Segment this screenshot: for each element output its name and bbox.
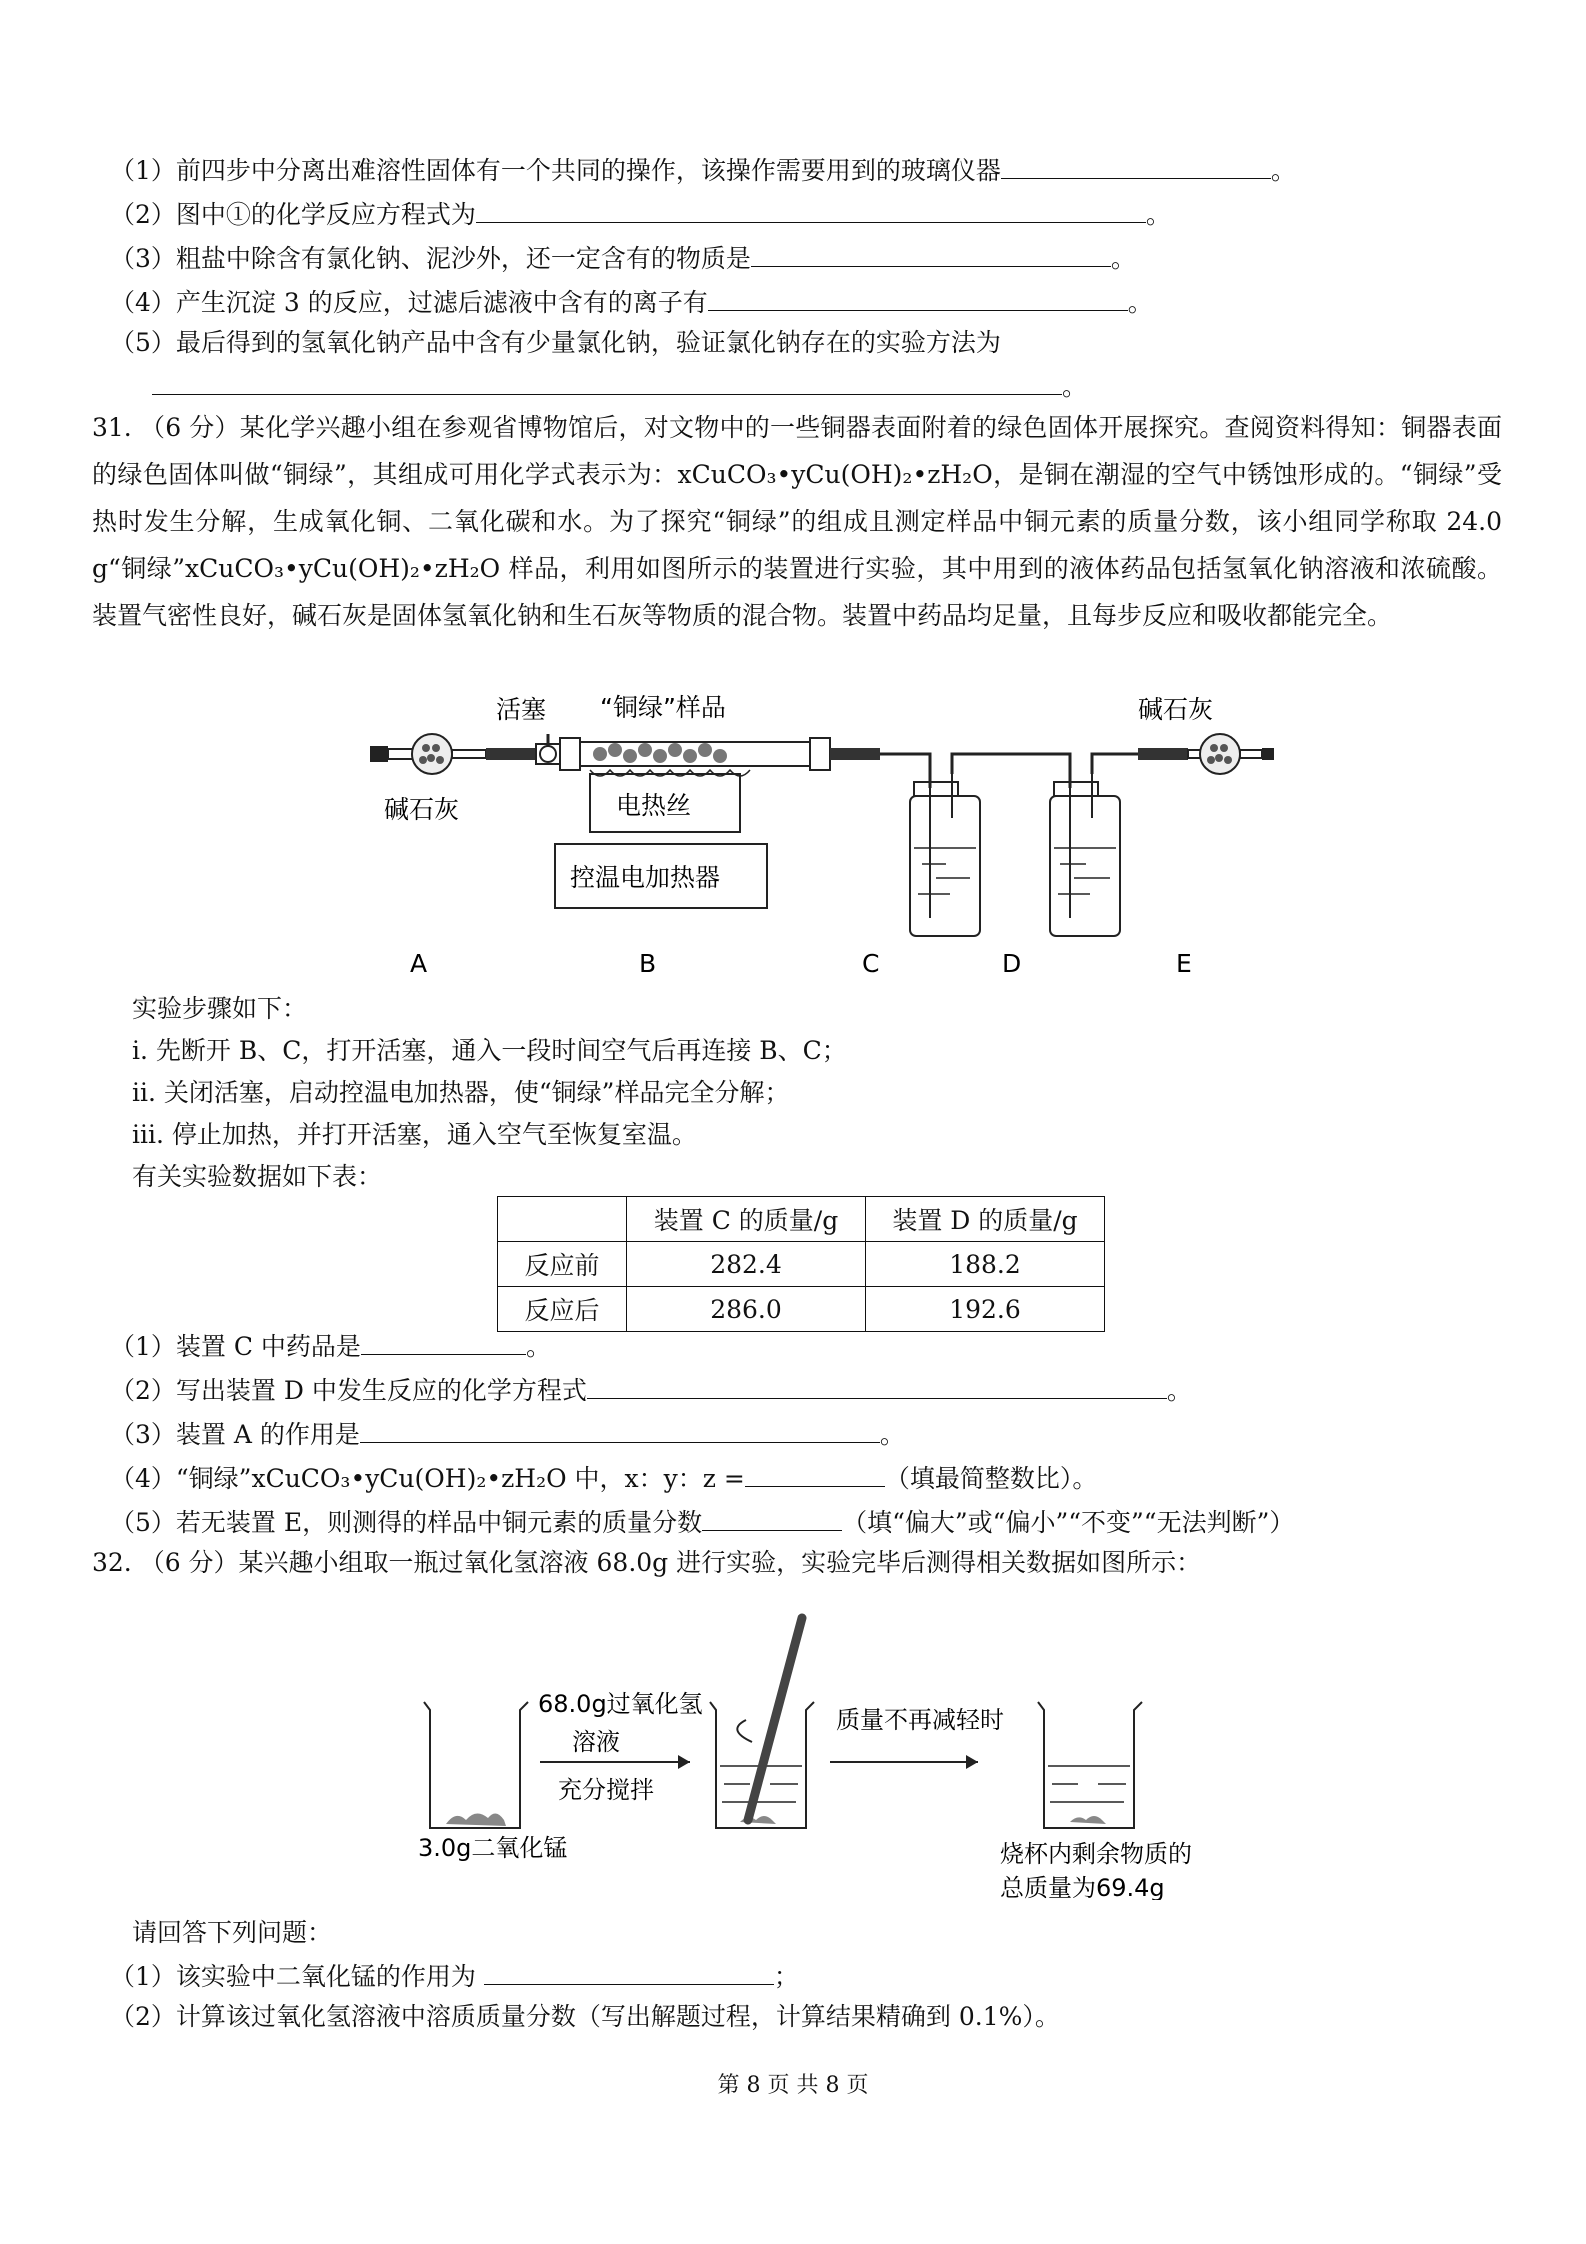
q30-item-5-answer-line: 。 [152, 368, 1087, 404]
label-mno2: 3.0g二氧化锰 [418, 1834, 568, 1862]
table-cell: 282.4 [627, 1242, 866, 1287]
table-row [498, 1242, 1105, 1287]
step-1: ⅰ. 先断开 B、C，打开活塞，通入一段时间空气后再连接 B、C； [132, 1036, 847, 1065]
label-sample: “铜绿”样品 [600, 693, 726, 722]
label-h2o2-line1: 68.0g过氧化氢 [538, 1690, 703, 1718]
table-header-cell: 装置 D 的质量/g [866, 1197, 1105, 1242]
label-soda-lime-right: 碱石灰 [1138, 695, 1214, 724]
label-heater: 控温电加热器 [570, 863, 721, 892]
label-a: A [410, 949, 428, 978]
table-title: 有关实验数据如下表： [132, 1162, 383, 1191]
table-header-row [498, 1197, 1105, 1242]
drying-tube-a [370, 734, 486, 774]
q32-intro: 32. （6 分）某兴趣小组取一瓶过氧化氢溶液 68.0g 进行实验，实验完毕后测得相关数据如图所示： [92, 1548, 1202, 1577]
label-d: D [1002, 949, 1022, 978]
label-e: E [1176, 949, 1192, 978]
label-c: C [862, 949, 880, 978]
q30-item-2: （2）图中①的化学反应方程式为 。 [110, 196, 1171, 232]
label-heating-wire: 电热丝 [616, 791, 692, 820]
q32-item-2: （2）计算该过氧化氢溶液中溶质质量分数（写出解题过程，计算结果精确到 0.1%）。 [110, 2002, 1060, 2031]
q30-item-5: （5）最后得到的氢氧化钠产品中含有少量氯化钠，验证氯化钠存在的实验方法为 [110, 328, 1001, 357]
beaker-reaction [710, 1618, 814, 1828]
beaker-mno2 [424, 1702, 528, 1828]
q31-item-4: （4）“铜绿”xCuCO₃•yCu(OH)₂•zH₂O 中，x：y：z = （填最简整数比）。 [110, 1460, 1097, 1496]
gas-washing-bottle-d [1050, 774, 1120, 936]
q31-item-5: （5）若无装置 E，则测得的样品中铜元素的质量分数 （填“偏大”或“偏小”“不变”“无法判断”） [110, 1504, 1294, 1540]
q31-item-1: （1）装置 C 中药品是 。 [110, 1328, 551, 1364]
table-row [498, 1287, 1105, 1332]
stirring-rod [748, 1618, 802, 1820]
label-arrow2: 质量不再减轻时 [836, 1706, 1004, 1734]
label-result-line1: 烧杯内剩余物质的 [1000, 1840, 1192, 1868]
q31-apparatus-diagram [330, 678, 1280, 978]
arrow-right-icon [678, 1755, 690, 1769]
stir-arrow-icon [737, 1720, 752, 1742]
label-stopcock: 活塞 [496, 695, 547, 724]
q31-item-2: （2）写出装置 D 中发生反应的化学方程式 。 [110, 1372, 1192, 1408]
table-header-cell: 装置 C 的质量/g [627, 1197, 866, 1242]
q31-data-table [497, 1196, 1105, 1332]
beaker-result [1038, 1702, 1142, 1828]
step-2: ⅱ. 关闭活塞，启动控温电加热器，使“铜绿”样品完全分解； [132, 1078, 790, 1107]
arrow-right-icon [966, 1755, 978, 1769]
label-soda-lime-left: 碱石灰 [384, 795, 460, 824]
page-footer: 第 8 页 共 8 页 [717, 2073, 869, 2098]
q32-item-1: （1）该实验中二氧化锰的作用为 ； [110, 1958, 799, 1994]
drying-tube-e [1188, 734, 1274, 774]
stopcock [536, 734, 560, 764]
q32-experiment-diagram [410, 1600, 1220, 1900]
label-result-line2: 总质量为69.4g [1000, 1874, 1165, 1900]
q30-item-1: （1）前四步中分离出难溶性固体有一个共同的操作，该操作需要用到的玻璃仪器 。 [110, 152, 1296, 188]
table-cell: 286.0 [627, 1287, 866, 1332]
label-h2o2-line2: 溶液 [572, 1728, 620, 1756]
q31-item-3: （3）装置 A 的作用是 。 [110, 1416, 905, 1452]
step-3: ⅲ. 停止加热，并打开活塞，通入空气至恢复室温。 [132, 1120, 697, 1149]
table-cell: 188.2 [866, 1242, 1105, 1287]
table-cell: 反应前 [498, 1242, 627, 1287]
steps-title: 实验步骤如下： [132, 994, 308, 1023]
table-cell: 192.6 [866, 1287, 1105, 1332]
label-b: B [639, 949, 657, 978]
q30-item-4: （4）产生沉淀 3 的反应，过滤后滤液中含有的离子有 。 [110, 284, 1153, 320]
q32-prompt: 请回答下列问题： [132, 1918, 333, 1947]
table-cell: 反应后 [498, 1287, 627, 1332]
label-stir: 充分搅拌 [558, 1776, 654, 1804]
q30-item-3: （3）粗盐中除含有氯化钠、泥沙外，还一定含有的物质是 。 [110, 240, 1136, 276]
gas-washing-bottle-c [910, 774, 980, 936]
q31-intro: 31. （6 分）某化学兴趣小组在参观省博物馆后，对文物中的一些铜器表面附着的绿色固体开展探究。查阅资料得知：铜器表面的绿色固体叫做“铜绿”，其组成可用化学式表示为：xCuCO₃•yCu(OH)₂•zH₂O，是铜在潮湿的空气中锈蚀形成的。“铜绿”受热时发生分解，生成氧化铜、二氧化碳和水。为了探究“铜绿”的组成且测定样品中铜元素的质量分数，该小组同学称取 24.0 g“铜绿”xCuCO₃•yCu(OH)₂•zH₂O 样品，利用如图所示的装置进行实验，其中用到的液体药品包括氢氧化钠溶液和浓硫酸。装置气密性良好，碱石灰是固体氢氧化钠和生石灰等物质的混合物。装置中药品均足量，且每步反应和吸收都能完全。 [92, 413, 1502, 630]
table-header-cell [498, 1197, 627, 1242]
